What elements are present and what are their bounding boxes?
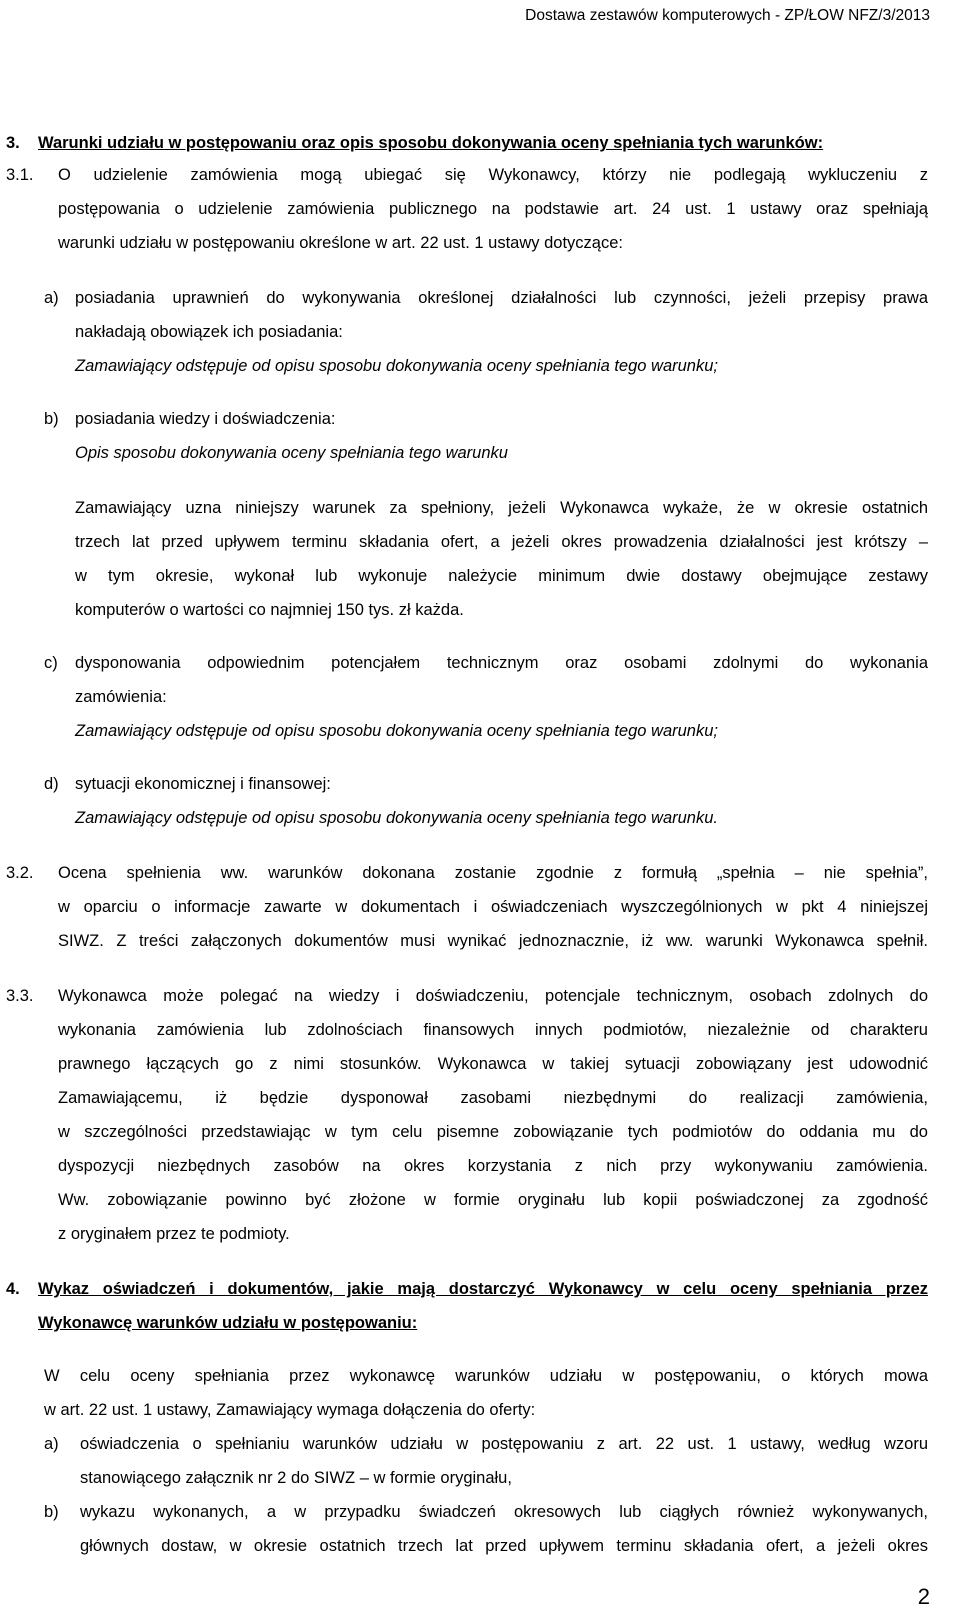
section-4-number: 4. <box>6 1280 20 1298</box>
item-c-label: c) <box>44 654 58 672</box>
item-a-line-1: posiadania uprawnień do wykonywania określonej działalności lub czynności, jeżeli przepisy prawa <box>75 289 928 307</box>
item-d-line-1: sytuacji ekonomicznej i finansowej: <box>75 775 331 793</box>
section-4-intro-line-2: w art. 22 ust. 1 ustawy, Zamawiający wymaga dołączenia do oferty: <box>44 1401 536 1419</box>
item-b-paragraph-line-4: komputerów o wartości co najmniej 150 tys. zł każda. <box>75 601 464 619</box>
paragraph-3-2-line-1: Ocena spełnienia ww. warunków dokonana zostanie zgodnie z formułą „spełnia – nie spełnia”, <box>58 864 928 882</box>
section-4-item-b-line-2: głównych dostaw, w okresie ostatnich trzech lat przed upływem terminu składania ofert, a jeżeli okres <box>80 1537 928 1555</box>
item-c-line-1: dysponowania odpowiednim potencjałem technicznym oraz osobami zdolnymi do wykonania <box>75 654 928 672</box>
item-d-label: d) <box>44 775 59 793</box>
paragraph-3-3-line-5: w szczególności przedstawiając w tym celu pisemne zobowiązanie tych podmiotów do oddania mu do <box>58 1123 928 1141</box>
item-d-line-2: Zamawiający odstępuje od opisu sposobu dokonywania oceny spełniania tego warunku. <box>75 809 718 827</box>
paragraph-3-2-line-3: SIWZ. Z treści załączonych dokumentów musi wynikać jednoznacznie, iż ww. warunki Wykonawca spełnił. <box>58 932 928 950</box>
section-4-title-line-2: Wykonawcę warunków udziału w postępowaniu: <box>38 1314 418 1332</box>
item-b-paragraph-line-2: trzech lat przed upływem terminu składania ofert, a jeżeli okres prowadzenia działalności jest krótszy – <box>75 533 928 551</box>
paragraph-3-3-line-4: Zamawiającemu, iż będzie dysponował zasobami niezbędnymi do realizacji zamówienia, <box>58 1089 928 1107</box>
section-4-intro-line-1: W celu oceny spełniania przez wykonawcę warunków udziału w postępowaniu, o których mowa <box>44 1367 928 1385</box>
section-4-item-b-line-1: wykazu wykonanych, a w przypadku świadczeń okresowych lub ciągłych również wykonywanych, <box>80 1503 928 1521</box>
paragraph-3-3-line-8: z oryginałem przez te podmioty. <box>58 1225 290 1243</box>
section-4-item-a-line-2: stanowiącego załącznik nr 2 do SIWZ – w formie oryginału, <box>80 1469 512 1487</box>
paragraph-3-2-line-2: w oparciu o informacje zawarte w dokumentach i oświadczeniach wyszczególnionych w pkt 4 niniejszej <box>58 898 928 916</box>
item-c-line-3: Zamawiający odstępuje od opisu sposobu dokonywania oceny spełniania tego warunku; <box>75 722 718 740</box>
section-4-item-a-line-1: oświadczenia o spełnianiu warunków udziału w postępowaniu z art. 22 ust. 1 ustawy, według wzoru <box>80 1435 928 1453</box>
paragraph-3-1-line-2: postępowania o udzielenie zamówienia publicznego na podstawie art. 24 ust. 1 ustawy oraz spełniają <box>58 200 928 218</box>
item-b-label: b) <box>44 410 59 428</box>
paragraph-3-3-line-3: prawnego łączących go z nimi stosunków. Wykonawca w takiej sytuacji zobowiązany jest udowodnić <box>58 1055 928 1073</box>
page-number: 2 <box>917 1584 930 1609</box>
paragraph-3-3-number: 3.3. <box>6 987 34 1005</box>
item-b-paragraph-line-3: w tym okresie, wykonał lub wykonuje należycie minimum dwie dostawy obejmujące zestawy <box>75 567 928 585</box>
item-a-line-3: Zamawiający odstępuje od opisu sposobu dokonywania oceny spełniania tego warunku; <box>75 357 718 375</box>
paragraph-3-3-line-2: wykonania zamówienia lub zdolnościach finansowych innych podmiotów, niezależnie od charakteru <box>58 1021 928 1039</box>
item-b-paragraph-line-1: Zamawiający uzna niniejszy warunek za spełniony, jeżeli Wykonawca wykaże, że w okresie ostatnich <box>75 499 928 517</box>
paragraph-3-1-number: 3.1. <box>6 166 34 184</box>
item-a-line-2: nakładają obowiązek ich posiadania: <box>75 323 343 341</box>
item-a-label: a) <box>44 289 59 307</box>
paragraph-3-1-line-1: O udzielenie zamówienia mogą ubiegać się Wykonawcy, którzy nie podlegają wykluczeniu z <box>58 166 928 184</box>
item-b-line-2: Opis sposobu dokonywania oceny spełniania tego warunku <box>75 444 508 462</box>
section-3-number: 3. <box>6 134 20 152</box>
item-b-line-1: posiadania wiedzy i doświadczenia: <box>75 410 336 428</box>
item-c-line-2: zamówienia: <box>75 688 167 706</box>
section-4-item-a-label: a) <box>44 1435 59 1453</box>
paragraph-3-2-number: 3.2. <box>6 864 34 882</box>
paragraph-3-3-line-6: dyspozycji niezbędnych zasobów na okres korzystania z nich przy wykonywaniu zamówienia. <box>58 1157 928 1175</box>
running-header: Dostawa zestawów komputerowych - ZP/ŁOW NFZ/3/2013 <box>525 7 930 24</box>
section-3-title: Warunki udziału w postępowaniu oraz opis sposobu dokonywania oceny spełniania tych warunków: <box>38 134 824 152</box>
paragraph-3-1-line-3: warunki udziału w postępowaniu określone w art. 22 ust. 1 ustawy dotyczące: <box>58 234 623 252</box>
paragraph-3-3-line-7: Ww. zobowiązanie powinno być złożone w formie oryginału lub kopii poświadczonej za zgodność <box>58 1191 928 1209</box>
section-4-item-b-label: b) <box>44 1503 59 1521</box>
paragraph-3-3-line-1: Wykonawca może polegać na wiedzy i doświadczeniu, potencjale technicznym, osobach zdolnych do <box>58 987 928 1005</box>
section-4-title-line-1: Wykaz oświadczeń i dokumentów, jakie mają dostarczyć Wykonawcy w celu oceny spełniania przez <box>38 1280 928 1298</box>
